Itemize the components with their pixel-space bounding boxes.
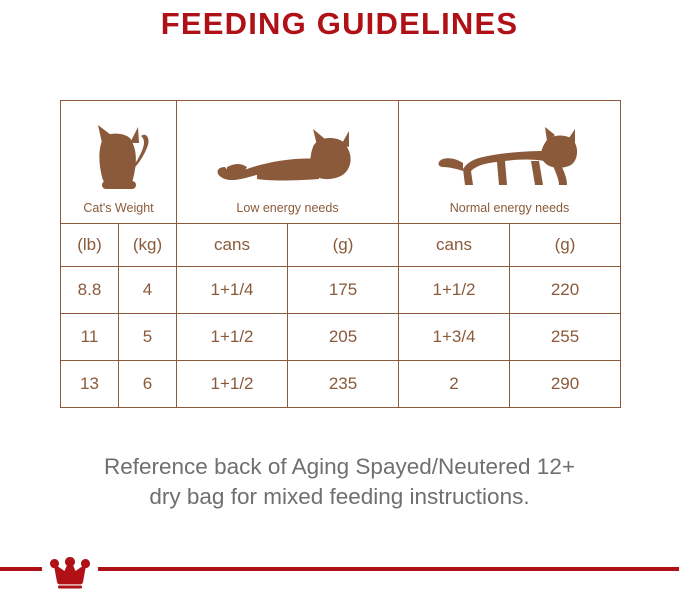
header-normal-energy xyxy=(399,101,621,224)
table-cell: 1+1/2 xyxy=(399,267,510,314)
cat-walking-icon xyxy=(435,123,585,195)
reference-note xyxy=(0,452,679,512)
header-cat-weight xyxy=(61,101,177,224)
table-cell: 205 xyxy=(288,314,399,361)
subheader-row xyxy=(61,224,621,267)
footer-divider xyxy=(0,567,679,571)
table-cell: 1+3/4 xyxy=(399,314,510,361)
table-row xyxy=(61,361,621,408)
table-row xyxy=(61,267,621,314)
reference-note-line-1: Reference back of Aging Spayed/Neutered 12+ xyxy=(104,454,575,479)
feeding-table xyxy=(60,100,621,408)
table-cell: 5 xyxy=(119,314,177,361)
table-cell: 235 xyxy=(288,361,399,408)
royal-canin-crown-icon xyxy=(48,555,92,589)
cat-lying-icon xyxy=(213,123,363,195)
subheader-cell: (lb) xyxy=(61,224,119,267)
table-cell: 1+1/2 xyxy=(177,314,288,361)
table-cell: 8.8 xyxy=(61,267,119,314)
header-low-energy xyxy=(177,101,399,224)
subheader-cell: cans xyxy=(399,224,510,267)
header-normal-energy-label: Normal energy needs xyxy=(449,201,570,215)
reference-note-line-2: dry bag for mixed feeding instructions. xyxy=(149,484,530,509)
feeding-table-container xyxy=(60,100,620,408)
table-cell: 1+1/2 xyxy=(177,361,288,408)
page-title: FEEDING GUIDELINES xyxy=(160,6,519,41)
table-row xyxy=(61,314,621,361)
header-low-energy-label: Low energy needs xyxy=(236,201,339,215)
icon-header-row xyxy=(61,101,621,224)
subheader-cell: (g) xyxy=(288,224,399,267)
table-cell: 2 xyxy=(399,361,510,408)
cat-sitting-icon xyxy=(78,123,160,195)
subheader-cell: (kg) xyxy=(119,224,177,267)
table-cell: 255 xyxy=(510,314,621,361)
table-cell: 13 xyxy=(61,361,119,408)
table-cell: 4 xyxy=(119,267,177,314)
table-cell: 6 xyxy=(119,361,177,408)
header-cat-weight-label: Cat's Weight xyxy=(83,201,154,215)
table-cell: 220 xyxy=(510,267,621,314)
subheader-cell: cans xyxy=(177,224,288,267)
table-cell: 11 xyxy=(61,314,119,361)
table-cell: 290 xyxy=(510,361,621,408)
table-cell: 1+1/4 xyxy=(177,267,288,314)
table-cell: 175 xyxy=(288,267,399,314)
subheader-cell: (g) xyxy=(510,224,621,267)
